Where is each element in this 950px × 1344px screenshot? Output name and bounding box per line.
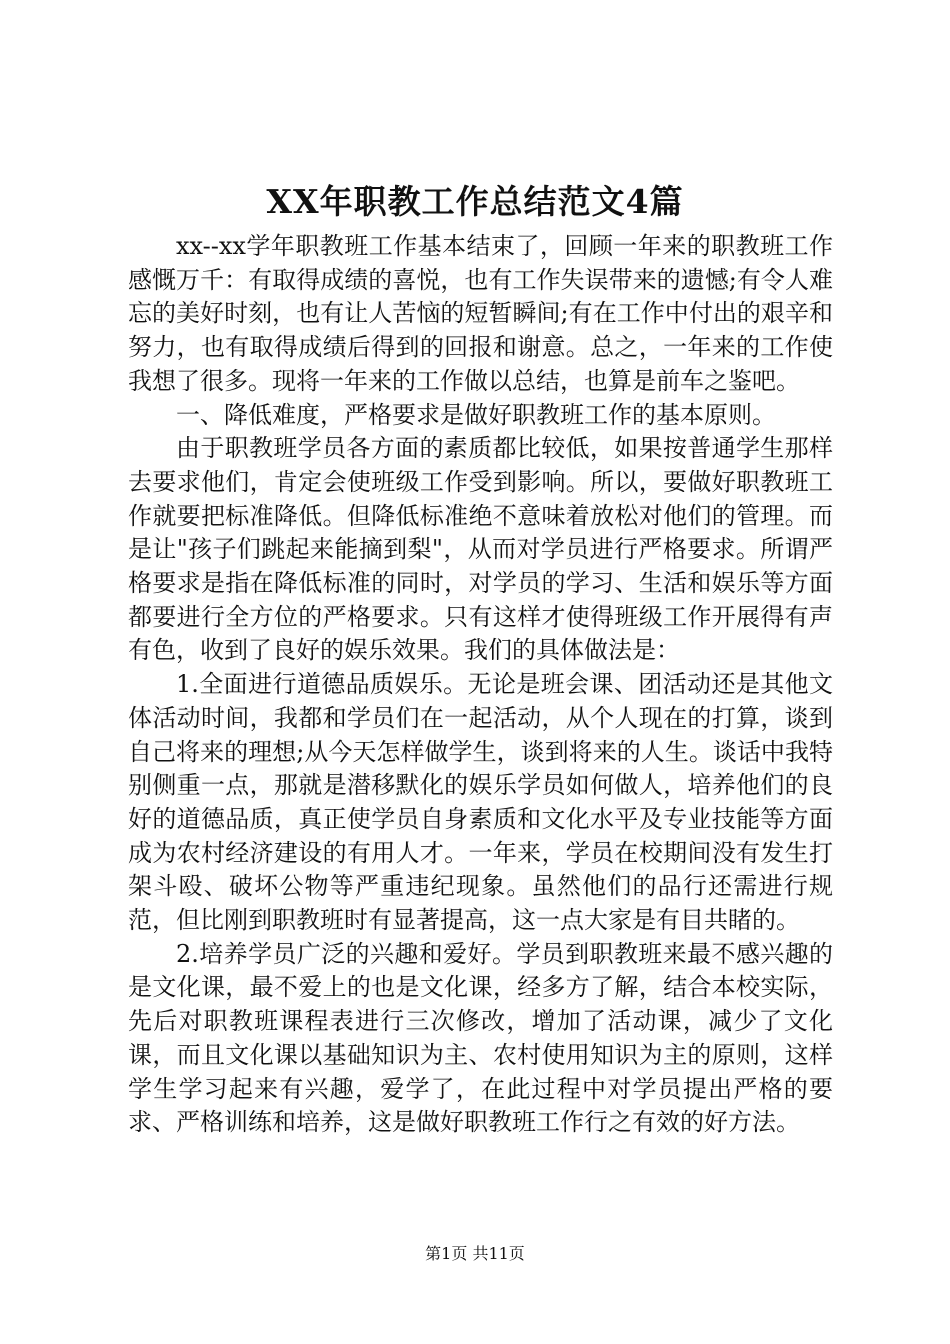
- document-body: [128, 230, 833, 1140]
- paragraph-section-1: 由于职教班学员各方面的素质都比较低，如果按普通学生那样去要求他们，肯定会使班级工作受到影响。所以，要做好职教班工作就要把标准降低。但降低标准绝不意味着放松对他们的管理。而是让"孩子们跳起来能摘到梨"，从而对学员进行严格要求。所谓严格要求是指在降低标准的同时，对学员的学习、生活和娱乐等方面都要进行全方位的严格要求。只有这样才使得班级工作开展得有声有色，收到了良好的娱乐效果。我们的具体做法是：: [128, 434, 833, 665]
- page-footer: 第1页 共11页: [425, 1244, 525, 1263]
- document-title: XX年职教工作总结范文4篇: [266, 182, 684, 221]
- paragraph-intro: xx--xx学年职教班工作基本结束了，回顾一年来的职教班工作感慨万千：有取得成绩的喜悦，也有工作失误带来的遗憾;有令人难忘的美好时刻，也有让人苦恼的短暂瞬间;有在工作中付出的艰辛和努力，也有取得成绩后得到的回报和谢意。总之，一年来的工作使我想了很多。现将一年来的工作做以总结，也算是前车之鉴吧。: [128, 232, 833, 395]
- paragraph-item-2: 2.培养学员广泛的兴趣和爱好。学员到职教班来最不感兴趣的是文化课，最不爱上的也是文化课，经多方了解，结合本校实际，先后对职教班课程表进行三次修改，增加了活动课，减少了文化课，而且文化课以基础知识为主、农村使用知识为主的原则，这样学生学习起来有兴趣，爱学了，在此过程中对学员提出严格的要求、严格训练和培养，这是做好职教班工作行之有效的好方法。: [128, 939, 833, 1137]
- paragraph-item-1: 1.全面进行道德品质娱乐。无论是班会课、团活动还是其他文体活动时间，我都和学员们在一起活动，从个人现在的打算，谈到自己将来的理想;从今天怎样做学生，谈到将来的人生。谈话中我特别侧重一点，那就是潜移默化的娱乐学员如何做人，培养他们的良好的道德品质，真正使学员自身素质和文化水平及专业技能等方面成为农村经济建设的有用人才。一年来，学员在校期间没有发生打架斗殴、破坏公物等严重违纪现象。虽然他们的品行还需进行规范，但比刚到职教班时有显著提高，这一点大家是有目共睹的。: [128, 670, 833, 935]
- section-heading-1: 一、降低难度，严格要求是做好职教班工作的基本原则。: [176, 400, 776, 429]
